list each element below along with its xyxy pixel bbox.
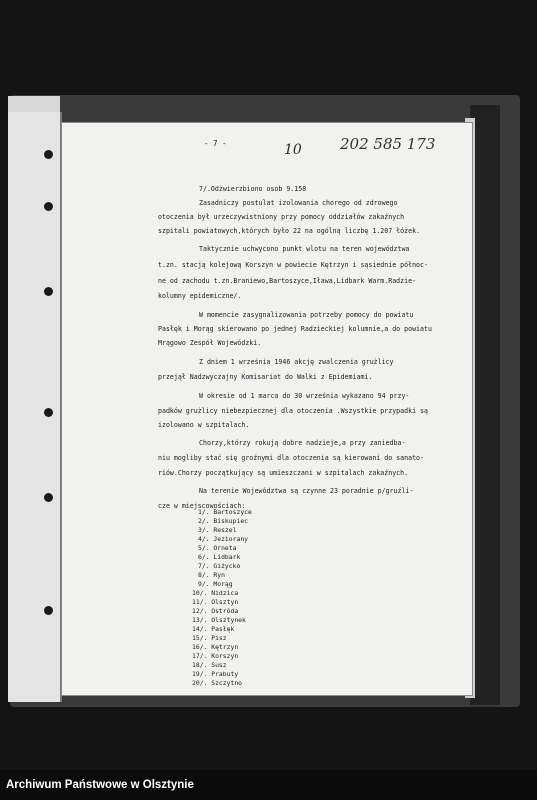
list-item: 7/. Giżycko [198, 562, 241, 570]
list-item: 3/. Reszel [198, 526, 237, 534]
list-item: 16/. Kętrzyn [192, 643, 239, 651]
text-line: riów.Chorzy początkujący są umieszczani w szpitalach zakaźnych. [158, 469, 409, 477]
punch-hole [44, 493, 53, 502]
list-item: 19/. Prabuty [192, 670, 239, 678]
archive-name: Archiwum Państwowe w Olsztynie [6, 779, 194, 791]
text-line: Chorzy,którzy rokują dobre nadzieje,a przy zaniedba- [199, 439, 406, 447]
list-item: 10/. Nidzica [192, 589, 239, 597]
text-line: izolowano w szpitalach. [158, 421, 250, 429]
text-line: Pasłęk i Morąg skierowano po jednej Radzieckiej kolumnie,a do powiatu [158, 325, 432, 333]
document-page [62, 123, 472, 695]
handwritten-number: 10 [284, 142, 302, 158]
text-line: otoczenia był urzeczywistniony przy pomocy oddziałów zakaźnych [158, 213, 405, 221]
list-item: 15/. Pisz [192, 634, 227, 642]
text-line: Zasadniczy postulat izolowania chorego od zdrowego [199, 199, 398, 207]
list-item: 4/. Jeziorany [198, 535, 249, 543]
text-line: kolumny epidemiczne/. [158, 292, 242, 300]
text-line: padków grużlicy niebezpiecznej dla otoczenia .Wszystkie przypadki są [158, 407, 428, 415]
archive-stamp-number: 202 585 173 [340, 135, 436, 153]
list-item: 11/. Olsztyn [192, 598, 239, 606]
text-line: Z dniem 1 września 1946 akcję zwalczenia grużlicy [199, 358, 394, 366]
document-text [62, 123, 472, 695]
left-page [8, 112, 62, 702]
text-line: W okresie od 1 marca do 30 września wykazano 94 przy- [199, 392, 410, 400]
text-line: 7/.Odżwierzbiono osob 9.158 [199, 185, 307, 193]
list-item: 18/. Susz [192, 661, 227, 669]
page-number: - 7 - [204, 139, 227, 148]
punch-hole [44, 287, 53, 296]
text-line: t.zn. stacją kolejową Korszyn w powiecie Kętrzyn i sąsiednie północ- [158, 261, 428, 269]
list-item: 12/. Ostróda [192, 607, 239, 615]
punch-hole [44, 408, 53, 417]
text-line: Taktycznie uchwycono punkt wlotu na teren województwa [199, 245, 410, 253]
punch-hole [44, 606, 53, 615]
text-line: niu mogliby stać się groźnymi dla otoczenia są kierowani do sanato- [158, 454, 424, 462]
list-item: 2/. Biskupiec [198, 517, 249, 525]
list-item: 13/. Olsztynek [192, 616, 246, 624]
text-line: szpitali powiatowych,których było 22 na ogólną liczbę 1.207 łóżek. [158, 227, 421, 235]
list-item: 20/. Szczytno [192, 679, 243, 687]
text-line: Na terenie Województwa są czynne 23 poradnie p/gruźli- [199, 487, 414, 495]
text-line: cze w miejscowościach: [158, 502, 246, 510]
list-item: 9/. Morąg [198, 580, 233, 588]
list-item: 14/. Pasłęk [192, 625, 235, 633]
text-line: ne od zachodu t.zn.Braniewo,Bartoszyce,Iława,Lidbark Warm.Radzie- [158, 277, 417, 285]
text-line: przejął Nadzwyczajny Komisariat do Walki z Epidemiami. [158, 373, 373, 381]
list-item: 1/. Bartoszyce [198, 508, 252, 516]
punch-hole [44, 202, 53, 211]
list-item: 6/. Lidbark [198, 553, 241, 561]
list-item: 17/. Korszyn [192, 652, 239, 660]
text-line: W momencie zasygnalizowania potrzeby pomocy do powiatu [199, 311, 414, 319]
list-item: 8/. Ryn [198, 571, 225, 579]
punch-hole [44, 150, 53, 159]
text-line: Mrągowo Zespół Wojewódzki. [158, 339, 262, 347]
list-item: 5/. Orneta [198, 544, 237, 552]
